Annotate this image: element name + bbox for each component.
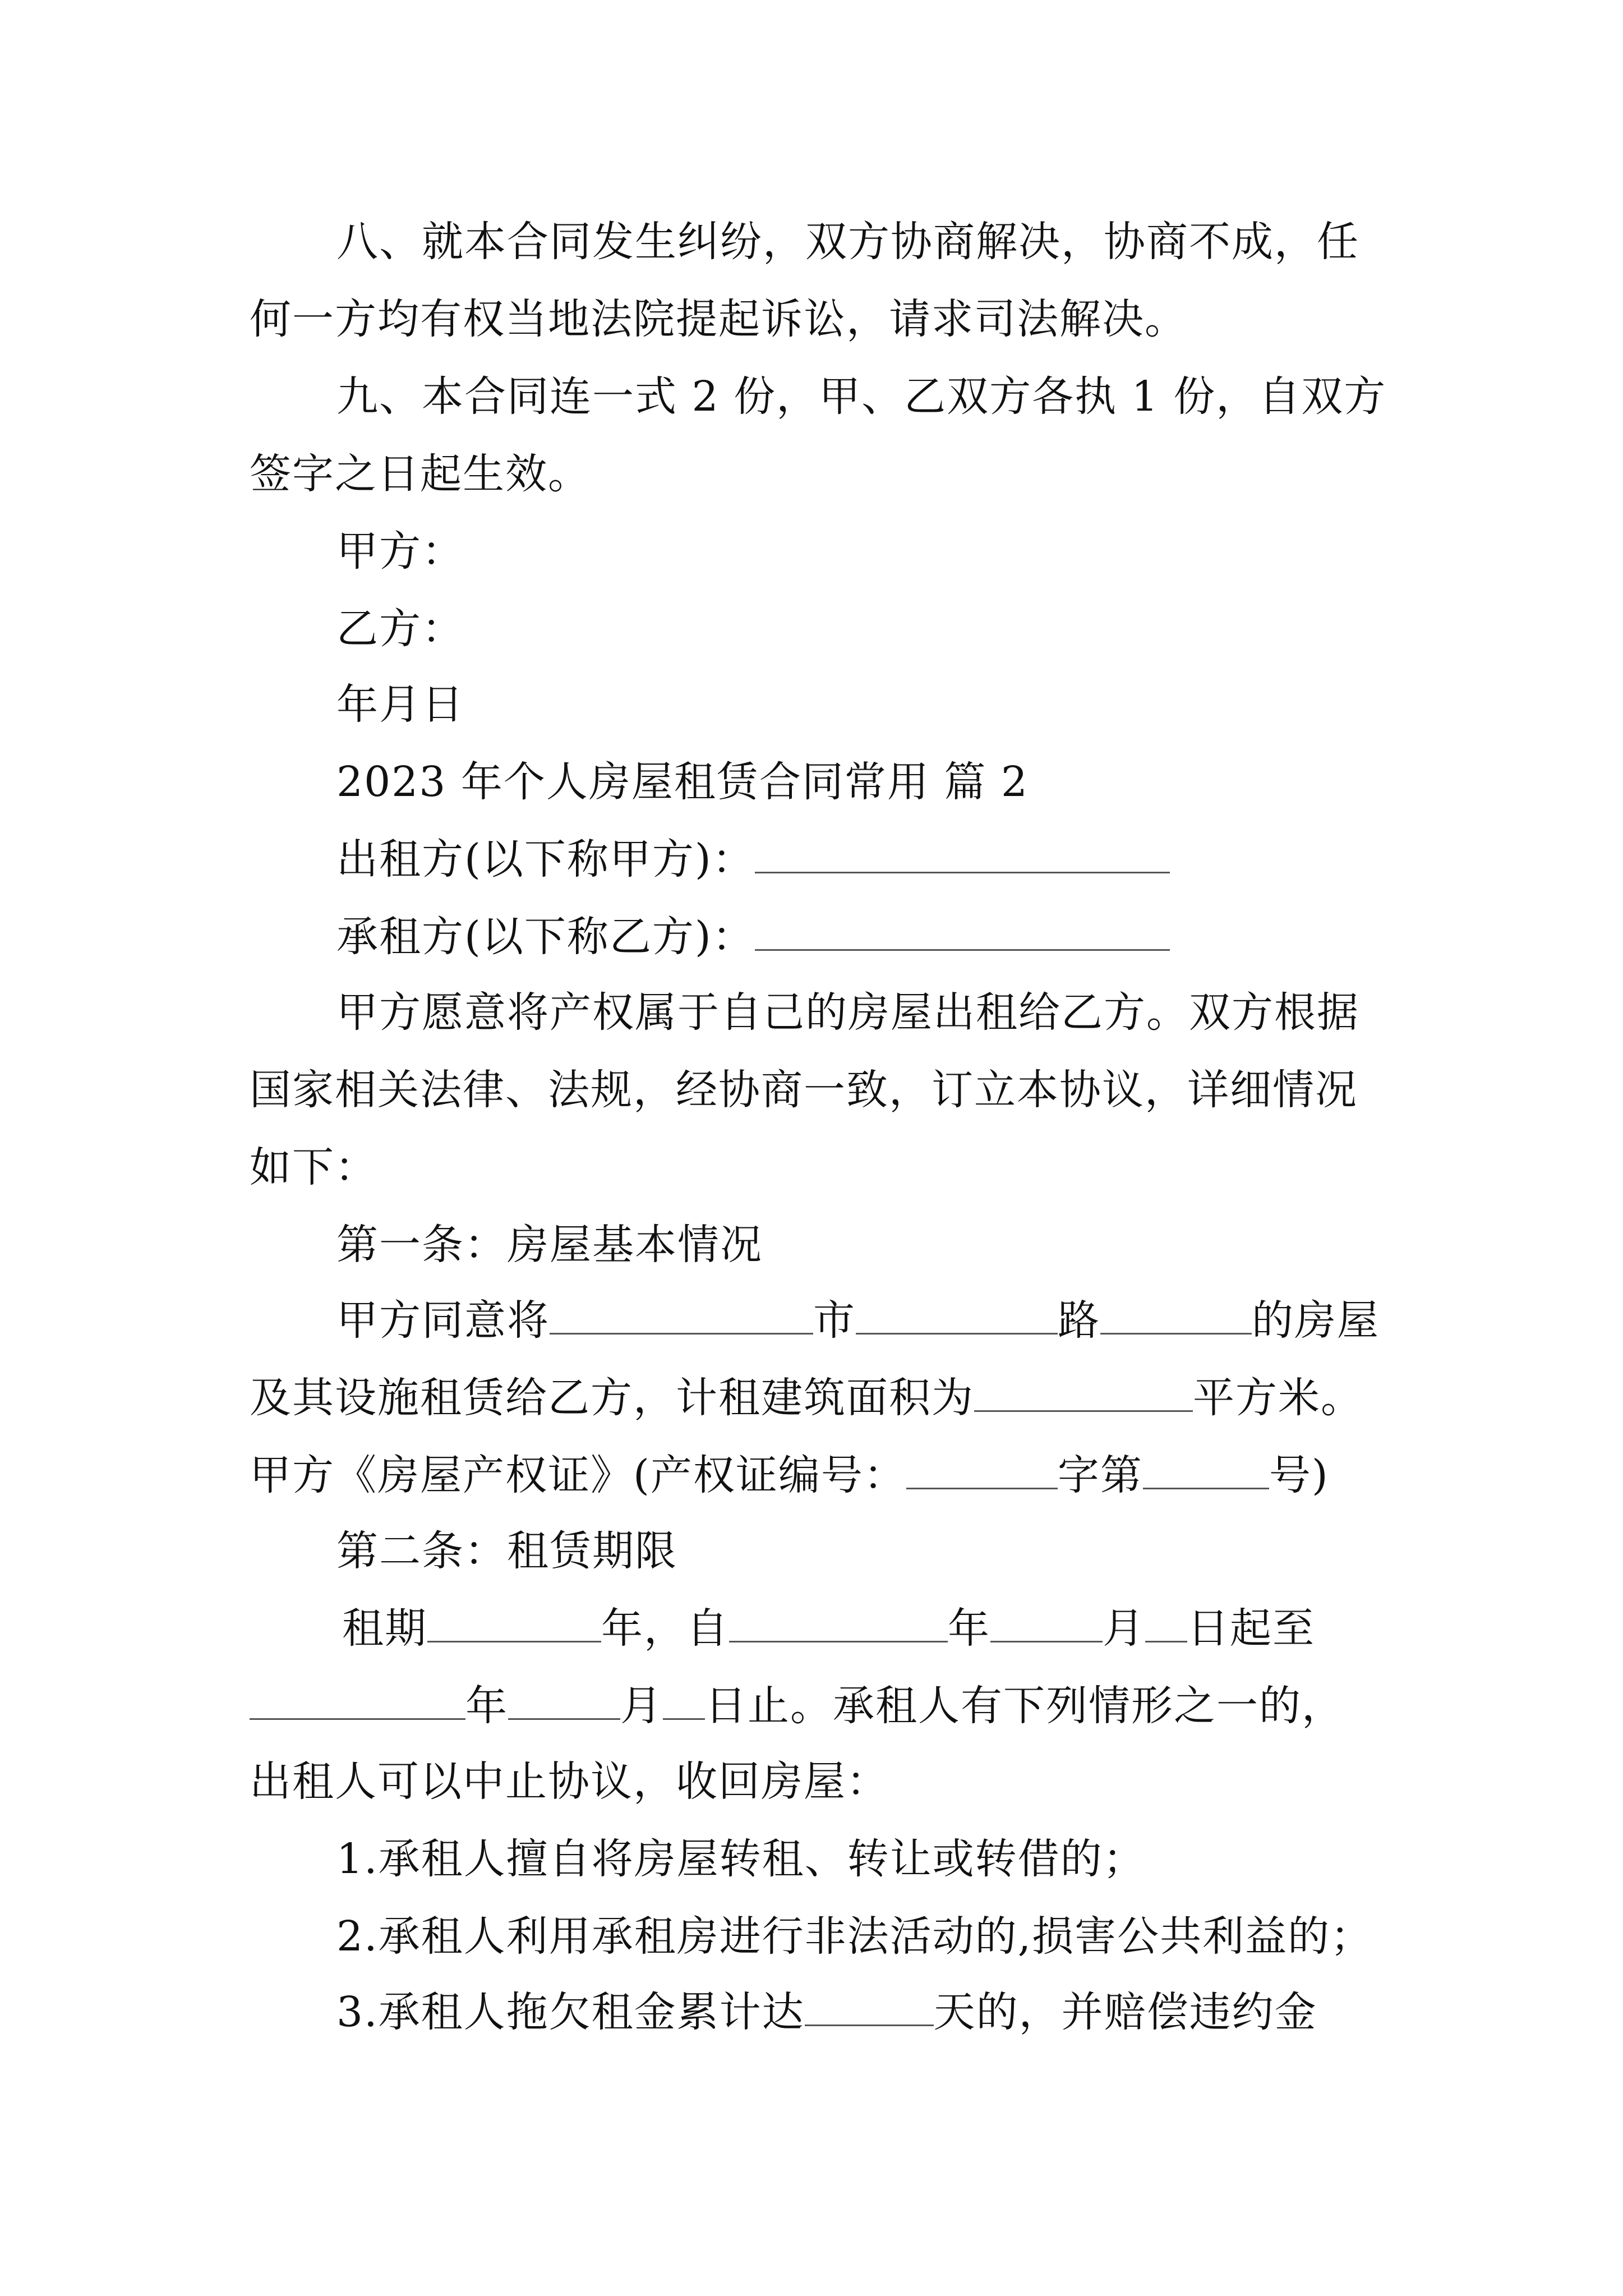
- article-2-line-1: [342, 1600, 1469, 1657]
- cert-blank-2: [1143, 1454, 1269, 1489]
- road-blank: [856, 1299, 1058, 1335]
- a2-text-2: 年，自: [601, 1604, 729, 1653]
- a1-text-1: 甲方同意将: [336, 1296, 550, 1345]
- article-1-title: 第一条：房屋基本情况: [336, 1221, 763, 1269]
- a1-l2-text-1: 及其设施租赁给乙方，计租建筑面积为: [250, 1374, 974, 1422]
- end-year-blank: [250, 1685, 465, 1720]
- article-1-line-1: [336, 1292, 1464, 1349]
- city-blank: [550, 1299, 813, 1335]
- a2-text-3: 年: [948, 1604, 990, 1653]
- clause-8-line-2: 何一方均有权当地法院提起诉讼，请求司法解决。: [250, 295, 1187, 343]
- item-3-text-1: 3.承租人拖欠租金累计达: [336, 1988, 805, 2036]
- article-1-line-2: [250, 1370, 1377, 1426]
- area-blank: [974, 1377, 1193, 1412]
- lessee-line: [336, 909, 1464, 965]
- a2-l2-text-1: 年: [465, 1682, 508, 1730]
- end-day-blank: [663, 1685, 705, 1720]
- a2-text-1: 租期: [342, 1604, 427, 1653]
- years-blank: [427, 1607, 601, 1642]
- intro-line-1: 甲方愿意将产权属于自己的房屋出租给乙方。双方根据: [336, 988, 1359, 1037]
- article-2-line-2: [250, 1678, 1377, 1734]
- section-title: 2023 年个人房屋租赁合同常用 篇 2: [336, 758, 1029, 806]
- intro-line-3: 如下：: [250, 1143, 377, 1191]
- a2-text-5: 日起至: [1187, 1604, 1315, 1653]
- start-year-blank: [729, 1607, 948, 1642]
- item-2: 2.承租人利用承租房进行非法活动的,损害公共利益的；: [336, 1912, 1373, 1961]
- party-b-signature: 乙方：: [336, 605, 464, 653]
- item-3-text-2: 天的，并赔偿违约金: [933, 1988, 1317, 2036]
- a1-text-4: 的房屋: [1252, 1296, 1380, 1345]
- article-2-line-3: 出租人可以中止协议，收回房屋：: [250, 1757, 889, 1806]
- clause-9-line-1: 九、本合同连一式 2 份，甲、乙双方各执 1 份，自双方: [336, 372, 1387, 421]
- a2-text-4: 月: [1103, 1604, 1145, 1653]
- end-month-blank: [508, 1685, 620, 1720]
- a1-l3-text-1: 甲方《房屋产权证》(产权证编号：: [250, 1451, 906, 1499]
- date-line: 年月日: [336, 680, 464, 729]
- article-2-title: 第二条：租赁期限: [336, 1527, 677, 1575]
- a1-l3-text-2: 字第: [1057, 1451, 1143, 1499]
- days-blank: [805, 1991, 934, 2026]
- a1-text-2: 市: [813, 1296, 856, 1345]
- clause-9-line-2: 签字之日起生效。: [250, 450, 591, 498]
- article-1-line-3: [250, 1447, 1377, 1503]
- a1-l2-text-2: 平方米。: [1193, 1374, 1363, 1422]
- a1-l3-text-3: 号): [1269, 1451, 1329, 1499]
- intro-line-2: 国家相关法律、法规，经协商一致，订立本协议，详细情况: [250, 1066, 1358, 1114]
- a1-text-3: 路: [1058, 1296, 1100, 1345]
- a2-l2-text-2: 月: [620, 1682, 663, 1730]
- lessor-label: 出租方(以下称甲方)：: [336, 835, 755, 884]
- lessee-blank: [755, 915, 1170, 951]
- lessor-blank: [755, 838, 1170, 873]
- party-a-signature: 甲方：: [336, 527, 464, 576]
- item-1: 1.承租人擅自将房屋转租、转让或转借的；: [336, 1835, 1146, 1883]
- lessee-label: 承租方(以下称乙方)：: [336, 913, 755, 961]
- a2-l2-text-3: 日止。承租人有下列情形之一的，: [705, 1682, 1344, 1730]
- start-month-blank: [990, 1607, 1103, 1642]
- item-3: [336, 1984, 1464, 2040]
- clause-8-line-1: 八、就本合同发生纠纷，双方协商解决，协商不成，任: [336, 218, 1359, 266]
- start-day-blank: [1145, 1607, 1187, 1642]
- cert-blank-1: [906, 1454, 1058, 1489]
- number-blank: [1100, 1299, 1252, 1335]
- lessor-line: [336, 831, 1464, 887]
